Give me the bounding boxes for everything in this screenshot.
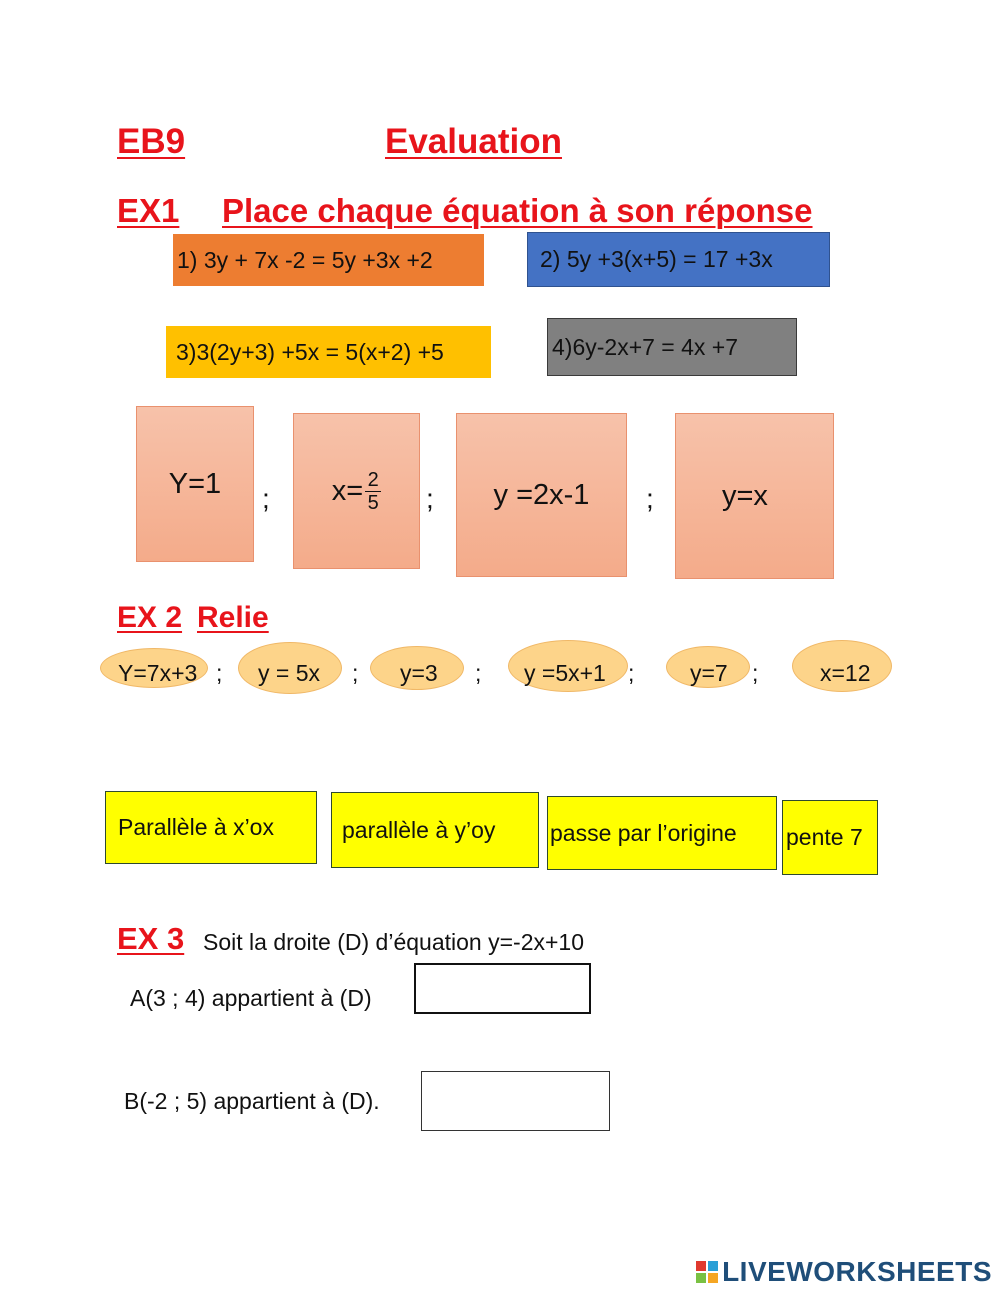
ex1-equation-2[interactable]: 2) 5y +3(x+5) = 17 +3x [527,232,830,287]
logo-square-icon [696,1261,706,1271]
ex3-answer-a-input[interactable] [414,963,591,1014]
ex1-instruction: Place chaque équation à son réponse [222,192,813,229]
ex1-answer-4-text: y=x [722,479,768,512]
ex1-answer-1-text: Y=1 [168,467,222,500]
ex1-separator-3: ; [646,483,654,514]
logo-square-icon [708,1273,718,1283]
ex2-equation-6: x=12 [820,660,871,686]
ex3-question-a: A(3 ; 4) appartient à (D) [130,985,372,1011]
ex1-answer-3-text: y =2x-1 [493,478,590,511]
ex1-separator-2: ; [426,483,434,514]
ex1-equation-1[interactable]: 1) 3y + 7x -2 = 5y +3x +2 [173,234,484,286]
ex1-answer-2-denominator: 5 [367,491,379,514]
liveworksheets-logo [696,1256,992,1288]
ex3-statement: Soit la droite (D) d’équation y=-2x+10 [203,929,584,955]
ex1-answer-box-4[interactable] [675,413,834,579]
logo-square-icon [708,1261,718,1271]
ex2-equation-4: y =5x+1 [524,660,606,686]
ex2-separator-4: ; [628,660,635,686]
ex2-property-2[interactable]: parallèle à y’oy [331,792,539,868]
ex1-answer-box-2[interactable] [293,413,420,569]
ex2-property-4[interactable]: pente 7 [782,800,878,875]
ex2-separator-3: ; [475,660,482,686]
course-code: EB9 [117,122,186,161]
ex1-separator-1: ; [262,483,270,514]
ex1-answer-box-3[interactable] [456,413,627,577]
ex3-question-b: B(-2 ; 5) appartient à (D). [124,1088,380,1114]
ex2-separator-2: ; [352,660,359,686]
logo-square-icon [696,1273,706,1283]
ex2-property-1[interactable]: Parallèle à x’ox [105,791,317,864]
page-title: Evaluation [385,122,562,161]
liveworksheets-logo-text: LIVEWORKSHEETS [722,1256,992,1287]
ex1-equation-3[interactable]: 3)3(2y+3) +5x = 5(x+2) +5 [166,326,491,378]
ex1-label: EX1 [117,192,180,229]
ex2-equation-2: y = 5x [258,660,321,686]
ex2-label: EX 2 [117,601,183,634]
ex2-equation-5: y=7 [690,660,728,686]
ex2-separator-1: ; [216,660,223,686]
ex1-answer-2-numerator: 2 [367,468,379,491]
ex2-property-3[interactable]: passe par l’origine [547,796,777,870]
ex1-answer-2-prefix: x= [331,474,364,507]
ex1-answer-box-1[interactable] [136,406,254,562]
ex1-answer-2-fraction [365,469,381,514]
liveworksheets-logo-icon [696,1261,718,1283]
ex2-equation-1: Y=7x+3 [118,660,198,686]
ex1-equation-4[interactable]: 4)6y-2x+7 = 4x +7 [547,318,797,376]
ex2-equation-3: y=3 [400,660,438,686]
ex2-separator-5: ; [752,660,759,686]
ex3-answer-b-input[interactable] [421,1071,610,1131]
ex2-instruction: Relie [197,601,269,634]
ex3-label: EX 3 [117,921,185,956]
